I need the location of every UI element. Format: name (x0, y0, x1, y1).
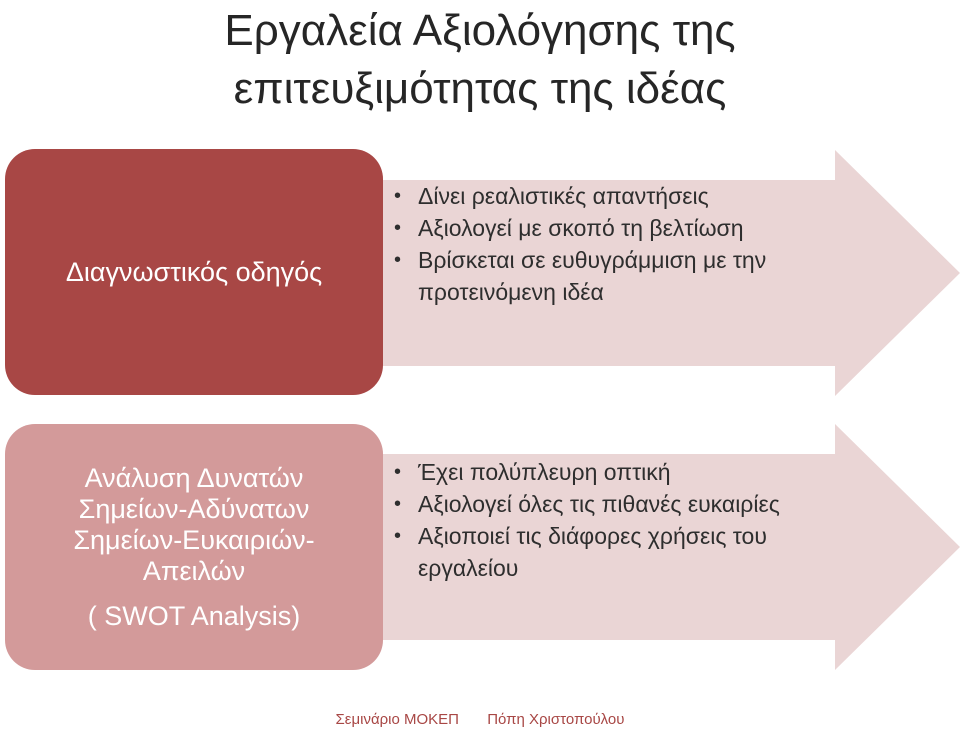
bullet-dot-icon: • (394, 461, 402, 483)
title-line-2: επιτευξιμότητας της ιδέας (233, 64, 727, 113)
bullet-dot-icon: • (394, 217, 402, 239)
bullet-dot-icon: • (394, 493, 402, 515)
bullet-dot-icon: • (394, 185, 402, 207)
bullet-item (392, 244, 832, 308)
title-line-1: Εργαλεία Αξιολόγησης της (224, 6, 736, 55)
slide-title (0, 0, 960, 118)
swot-label-line-1: Ανάλυση Δυνατών (84, 462, 304, 493)
bullet-dot-icon: • (394, 525, 402, 547)
bullet-item (392, 180, 832, 212)
bullet-text: Δίνει ρεαλιστικές απαντήσεις (418, 183, 709, 209)
swot-label-sub: ( SWOT Analysis) (87, 600, 301, 631)
swot-label-line-3: Σημείων-Ευκαιριών- (73, 524, 315, 555)
diagnostic-guide-bullets (392, 180, 832, 308)
footer-seminar: Σεμινάριο ΜΟΚΕΠ (335, 711, 460, 728)
bullet-item (392, 456, 862, 488)
swot-label-line-4: Απειλών (142, 555, 246, 586)
swot-box (5, 424, 383, 670)
bullet-text: Αξιοποιεί τις διάφορες χρήσεις του εργαλείου (418, 523, 767, 581)
bullet-item (392, 488, 862, 520)
swot-bullets (392, 456, 862, 584)
swot-label-line-2: Σημείων-Αδύνατων (78, 493, 310, 524)
bullet-text: Βρίσκεται σε ευθυγράμμιση με την προτεινόμενη ιδέα (418, 247, 767, 305)
bullet-item (392, 212, 832, 244)
bullet-text: Έχει πολύπλευρη οπτική (418, 459, 671, 485)
diagnostic-guide-label: Διαγνωστικός οδηγός (65, 257, 323, 287)
slide-footer (0, 711, 960, 728)
bullet-item (392, 520, 862, 584)
bullet-text: Αξιολογεί με σκοπό τη βελτίωση (418, 215, 744, 241)
bullet-text: Αξιολογεί όλες τις πιθανές ευκαιρίες (418, 491, 780, 517)
diagnostic-guide-box (5, 149, 383, 395)
bullet-dot-icon: • (394, 249, 402, 271)
footer-author: Πόπη Χριστοπούλου (487, 711, 625, 728)
